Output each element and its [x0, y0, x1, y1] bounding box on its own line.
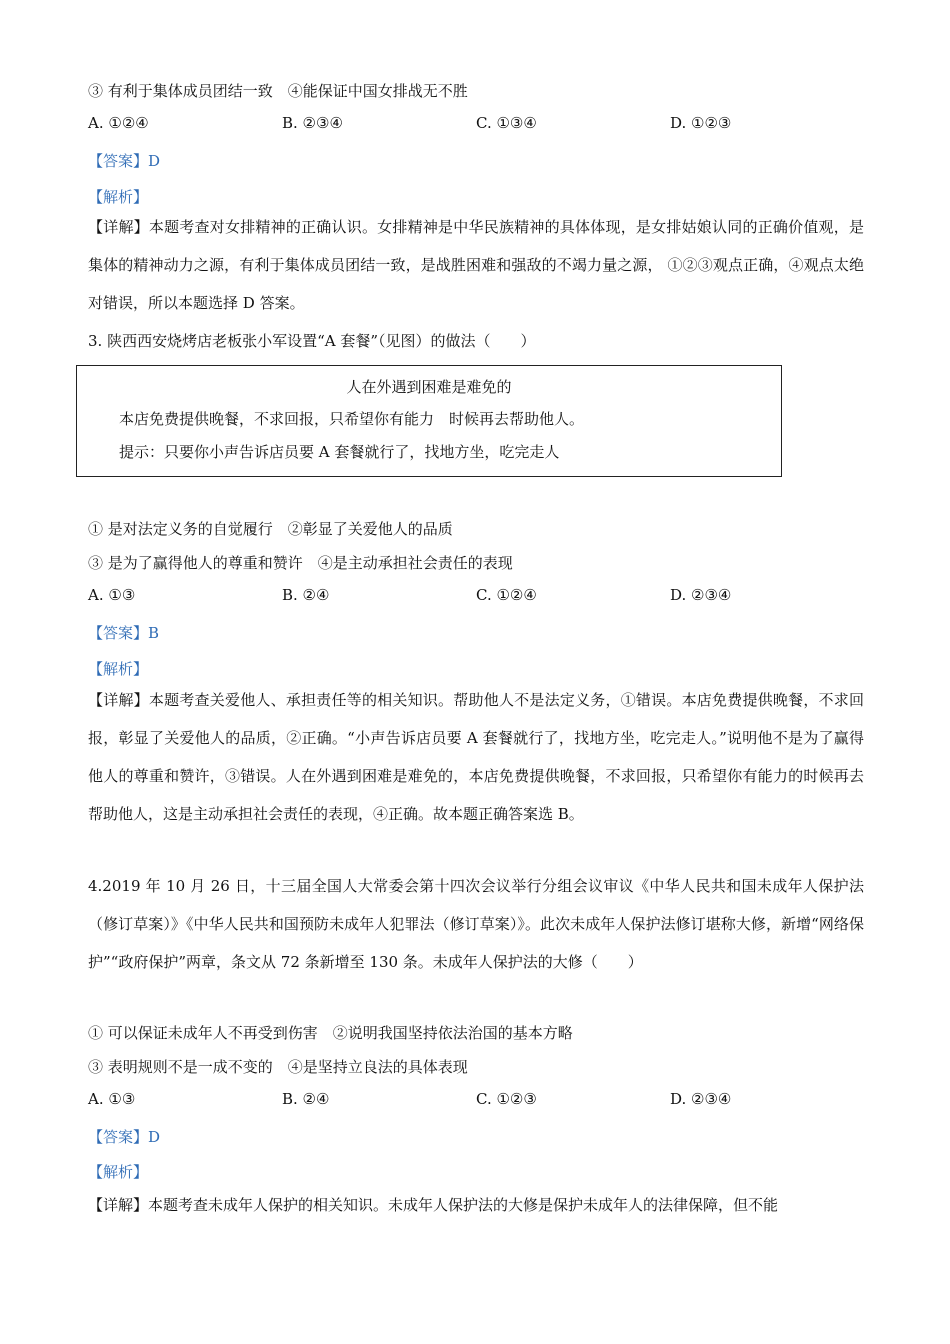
q3-notice-box [76, 365, 782, 477]
q2-answer: 【答案】D [88, 152, 161, 170]
q3-box-line-2: 提示：只要你小声告诉店员要 A 套餐就行了，找地方坐，吃完走人 [119, 443, 560, 461]
q4-statement-2: ③ 表明规则不是一成不变的 ④是坚持立良法的具体表现 [88, 1058, 468, 1076]
q4-answer: 【答案】D [88, 1128, 161, 1146]
q2-option-a: A. ①②④ [88, 114, 149, 132]
q2-detail [88, 208, 864, 322]
q3-statement-2: ③ 是为了赢得他人的尊重和赞许 ④是主动承担社会责任的表现 [88, 554, 513, 572]
q2-detail-label: 【详解】 [88, 218, 149, 236]
q3-option-a: A. ①③ [88, 586, 136, 604]
q4-statement-1: ① 可以保证未成年人不再受到伤害 ②说明我国坚持依法治国的基本方略 [88, 1024, 573, 1042]
q4-option-b: B. ②④ [282, 1090, 330, 1108]
q4-option-a: A. ①③ [88, 1090, 136, 1108]
q3-option-c: C. ①②④ [476, 586, 537, 604]
q3-box-line-1: 本店免费提供晚餐，不求回报，只希望你有能力 时候再去帮助他人。 [119, 410, 585, 428]
q3-analysis-label: 【解析】 [88, 660, 149, 678]
q3-option-b: B. ②④ [282, 586, 330, 604]
q3-statement-1: ① 是对法定义务的自觉履行 ②彰显了关爱他人的品质 [88, 520, 453, 538]
q4-detail [88, 1186, 864, 1224]
q3-question: 3. 陕西西安烧烤店老板张小军设置“A 套餐”（见图）的做法（ ） [88, 332, 536, 350]
q4-option-c: C. ①②③ [476, 1090, 537, 1108]
q2-detail-text: 本题考查对女排精神的正确认识。女排精神是中华民族精神的具体体现，是女排姑娘认同的正确价值观，是集体的精神动力之源，有利于集体成员团结一致，是战胜困难和强敌的不竭力量之源， ①②③观点正确，④观点太绝对错误，所以本题选择 D 答案。 [88, 218, 864, 312]
q3-detail-label: 【详解】 [88, 691, 149, 709]
q4-analysis-label: 【解析】 [88, 1163, 149, 1181]
q4-detail-label: 【详解】 [88, 1196, 149, 1214]
q2-option-d: D. ①②③ [670, 114, 732, 132]
q4-detail-text: 本题考查未成年人保护的相关知识。未成年人保护法的大修是保护未成年人的法律保障，但不能 [148, 1196, 779, 1214]
q2-statement-line: ③ 有利于集体成员团结一致 ④能保证中国女排战无不胜 [88, 82, 468, 100]
q3-answer: 【答案】B [88, 624, 160, 642]
q3-option-d: D. ②③④ [670, 586, 732, 604]
q3-detail-text: 本题考查关爱他人、承担责任等的相关知识。帮助他人不是法定义务，①错误。本店免费提供晚餐，不求回报，彰显了关爱他人的品质，②正确。“小声告诉店员要 A 套餐就行了，找地方坐，吃完走人。”说明他不是为了赢得他人的尊重和赞许，③错误。人在外遇到困难是难免的，本店免费提供晚餐，不求回报，只希望你有能力的时候再去帮助他人，这是主动承担社会责任的表现，④正确。故本题正确答案选 B。 [88, 691, 864, 823]
q2-option-b: B. ②③④ [282, 114, 343, 132]
q4-option-d: D. ②③④ [670, 1090, 732, 1108]
q2-analysis-label: 【解析】 [88, 188, 149, 206]
q3-box-title: 人在外遇到困难是难免的 [346, 378, 512, 396]
q4-question: 4.2019 年 10 月 26 日，十三届全国人大常委会第十四次会议举行分组会议审议《中华人民共和国未成年人保护法（修订草案）》《中华人民共和国预防未成年人犯罪法（修订草案）》。此次未成年人保护法修订堪称大修，新增“网络保护”“政府保护”两章，条文从 72 条新增至 130 条。未成年人保护法的大修（ ） [88, 877, 864, 971]
q2-option-c: C. ①③④ [476, 114, 537, 132]
q3-detail [88, 681, 864, 833]
